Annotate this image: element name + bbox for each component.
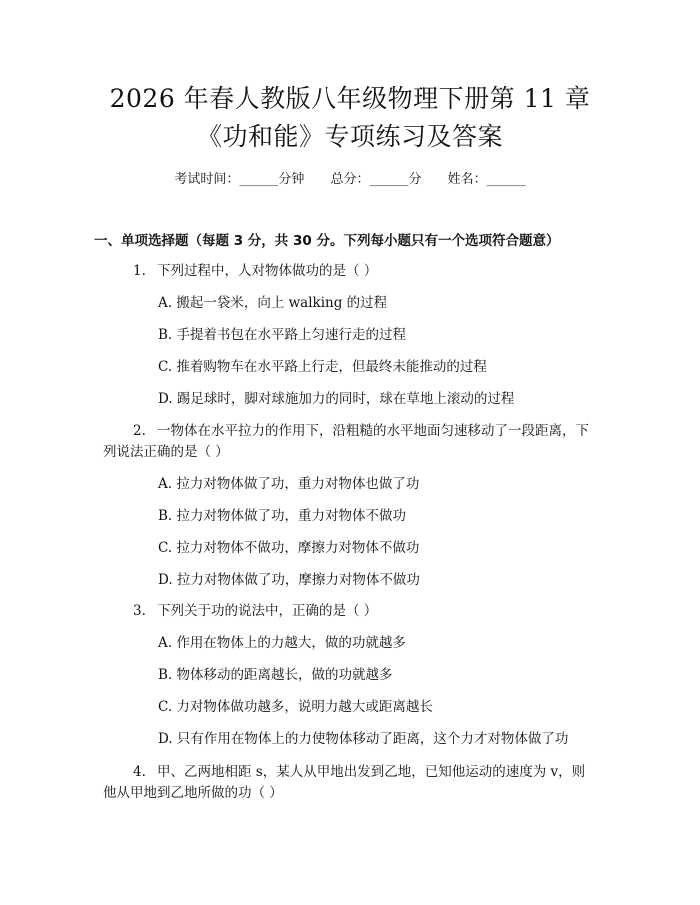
exam-meta xyxy=(0,168,700,187)
option-3c: C. 力对物体做功越多，说明力越大或距离越长 xyxy=(158,699,433,715)
section-heading: 一、单项选择题（每题 3 分，共 30 分。下列每小题只有一个选项符合题意） xyxy=(94,233,560,249)
question-2-text-cont: 列说法正确的是（ ） xyxy=(103,444,229,460)
option-2b: B. 拉力对物体做了功，重力对物体不做功 xyxy=(158,508,407,524)
option-2d: D. 拉力对物体做了功，摩擦力对物体不做功 xyxy=(158,572,420,588)
question-text: 下列过程中，人对物体做功的是（ ） xyxy=(157,263,378,279)
student-name-label: 姓名：______ xyxy=(447,172,526,187)
question-4 xyxy=(133,762,603,782)
option-3a: A. 作用在物体上的力越大，做的功就越多 xyxy=(158,635,406,651)
option-2a: A. 拉力对物体做了功，重力对物体也做了功 xyxy=(158,476,420,492)
question-1 xyxy=(133,261,603,281)
question-number: 1. xyxy=(133,263,146,279)
question-text: 甲、乙两地相距 s，某人从甲地出发到乙地，已知他运动的速度为 v，则 xyxy=(157,764,586,780)
total-score-label: 总分：______分 xyxy=(330,172,422,187)
option-1a: A. 搬起一袋米，向上 walking 的过程 xyxy=(158,295,388,311)
option-2c: C. 拉力对物体不做功，摩擦力对物体不做功 xyxy=(158,540,420,556)
doc-title-line1: 2026 年春人教版八年级物理下册第 11 章 xyxy=(109,84,591,113)
question-4-text-cont: 他从甲地到乙地所做的功（ ） xyxy=(103,785,283,801)
question-number: 3. xyxy=(133,603,146,619)
question-number: 4. xyxy=(133,764,146,780)
exam-time-label: 考试时间：______分钟 xyxy=(174,172,305,187)
question-2 xyxy=(133,421,603,441)
option-1b: B. 手提着书包在水平路上匀速行走的过程 xyxy=(158,327,407,343)
option-3b: B. 物体移动的距离越长，做的功就越多 xyxy=(158,667,393,683)
doc-title-line2: 《功和能》专项练习及答案 xyxy=(196,122,503,151)
question-number: 2. xyxy=(133,423,146,439)
option-1c: C. 推着购物车在水平路上行走，但最终未能推动的过程 xyxy=(158,359,487,375)
option-1d: D. 踢足球时，脚对球施加力的同时，球在草地上滚动的过程 xyxy=(158,391,515,407)
option-3d: D. 只有作用在物体上的力使物体移动了距离，这个力才对物体做了功 xyxy=(158,731,569,747)
question-3 xyxy=(133,601,603,621)
question-text: 下列关于功的说法中，正确的是（ ） xyxy=(157,603,378,619)
question-text: 一物体在水平拉力的作用下，沿粗糙的水平地面匀速移动了一段距离，下 xyxy=(157,423,589,439)
